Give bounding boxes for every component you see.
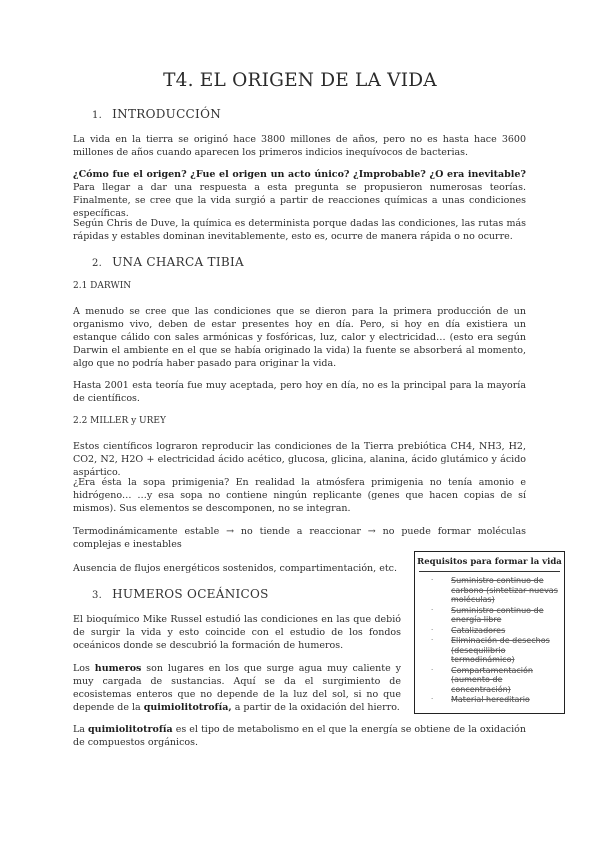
paragraph-text: Los (73, 663, 95, 674)
paragraph-text: Estos científicos lograron reproducir las condiciones de la Tierra prebiótica CH4, NH3, H2, CO2, N2, H2O + electricidad ácido acético, glucosa, glicina, alanina, ácido glutámico y ácido aspártico. (73, 441, 526, 478)
list-item (415, 576, 564, 605)
term-quimiolitotrofia: quimiolitotrofía, (143, 702, 232, 713)
paragraph-text: Para llegar a dar una respuesta a esta pregunta se propusieron numerosas teorías. Finalmente, se cree que la vida surgió a partir de reacciones químicas a unas condiciones específicas. (73, 182, 526, 219)
list-item (415, 626, 564, 636)
section-number: 2. (92, 258, 103, 269)
paragraph (73, 305, 526, 370)
section-number: 3. (92, 590, 103, 601)
list-item-text: Material hereditario (451, 695, 530, 704)
paragraph-text: La vida en la tierra se originó hace 3800 millones de años, pero no es hasta hace 3600 millones de años cuando aparecen los primeros indicios inequívocos de bacterias. (73, 134, 526, 158)
bullet-icon: · (431, 605, 434, 614)
paragraph (73, 476, 526, 515)
paragraph-text: Hasta 2001 esta teoría fue muy aceptada, pero hoy en día, no es la principal para la mayoría de científicos. (73, 380, 526, 404)
paragraph-text: La (73, 724, 89, 735)
requirements-list (415, 576, 564, 705)
list-item (415, 666, 564, 695)
term-quimiolitotrofia: quimiolitotrofía (88, 724, 173, 735)
paragraph-text: Según Chris de Duve, la química es determinista porque dadas las condiciones, las rutas más rápidas y estables dominan inevitablemente, esto es, ocurre de manera rápida o no ocurre. (73, 218, 526, 242)
paragraph-text: a partir de la oxidación del hierro. (231, 702, 400, 713)
paragraph (73, 379, 526, 405)
list-item-text: Suministro continuo de energía libre (451, 605, 544, 624)
section-title: UNA CHARCA TIBIA (112, 255, 244, 269)
page-title: T4. EL ORIGEN DE LA VIDA (163, 70, 437, 91)
list-item-text: Catalizadores (451, 625, 506, 635)
paragraph (73, 662, 401, 714)
bullet-icon: · (431, 665, 434, 674)
term-humeros: humeros (94, 663, 142, 674)
subsection-heading-miller: 2.2 MILLER y UREY (73, 416, 166, 426)
divider (419, 571, 560, 572)
bullet-icon: · (431, 636, 434, 644)
paragraph (73, 723, 526, 749)
section-heading-introduccion (92, 107, 221, 121)
section-title: INTRODUCCIÓN (112, 107, 222, 121)
paragraph (73, 133, 526, 159)
bullet-icon: · (431, 576, 434, 584)
paragraph-text: Ausencia de flujos energéticos sostenidos, compartimentación, etc. (73, 563, 397, 574)
list-item (415, 606, 564, 625)
bullet-icon: · (431, 695, 434, 703)
paragraph-text: ¿Era ésta la sopa primigenia? En realidad la atmósfera primigenia no tenía amonio e hidrógeno… …y esa sopa no contiene ningún replicante (genes que hacen copias de sí mismos). Sus elementos se descomponen, no se integran. (73, 477, 526, 514)
paragraph-text: son lugares en los que surge agua muy caliente y muy cargada de sustancias. Aquí se da el surgimiento de ecosistemas enteros que no depende de la luz del sol, si no que depende de la (73, 663, 401, 713)
subsection-heading-darwin: 2.1 DARWIN (73, 281, 132, 291)
paragraph (73, 440, 526, 479)
paragraph-text: El bioquímico Mike Russel estudió las condiciones en las que debió de surgir la vida y esto coincide con el estudio de los fondos oceánicos donde se descubrió la formación de humeros. (73, 614, 401, 651)
paragraph-text: A menudo se cree que las condiciones que se dieron para la primera producción de un organismo vivo, deben de estar presentes hoy en día. Pero, si hoy en día existiera un estanque cálido con sales armónicas y fosfóricas, luz, calor y electricidad… (esto era según Darwin el ambiente en el que se había originado la vida) la fuente se absorberá al momento, algo que no podría haber pasado para originar la vida. (73, 306, 526, 369)
paragraph (73, 217, 526, 243)
paragraph (73, 562, 403, 575)
list-item (415, 636, 564, 665)
section-heading-charca (92, 255, 244, 269)
paragraph-bold-questions: ¿Cómo fue el origen? ¿Fue el origen un acto único? ¿Improbable? ¿O era inevitable? (73, 169, 526, 180)
list-item (415, 695, 564, 705)
section-heading-humeros (92, 587, 269, 601)
paragraph-text: Termodinámicamente estable → no tiende a reaccionar → no puede formar moléculas complejas e inestables (73, 526, 526, 550)
section-title: HUMEROS OCEÁNICOS (112, 587, 269, 601)
paragraph (73, 168, 526, 220)
list-item-text: Eliminación de desechos (desequilibrio termodinámico) (451, 636, 550, 664)
paragraph (73, 613, 401, 652)
list-item-text: Suministro continuo de carbono (sintetizar nuevas moléculas) (451, 576, 558, 604)
paragraph-text: es el tipo de metabolismo en el que la energía se obtiene de la oxidación de compuestos orgánicos. (73, 724, 526, 748)
paragraph (73, 525, 526, 551)
requirements-box-title: Requisitos para formar la vida (417, 557, 562, 567)
list-item-text: Compartamentación (aumento de concentración) (451, 665, 533, 694)
bullet-icon: · (431, 625, 434, 634)
section-number: 1. (92, 110, 103, 121)
requirements-box (414, 551, 565, 714)
